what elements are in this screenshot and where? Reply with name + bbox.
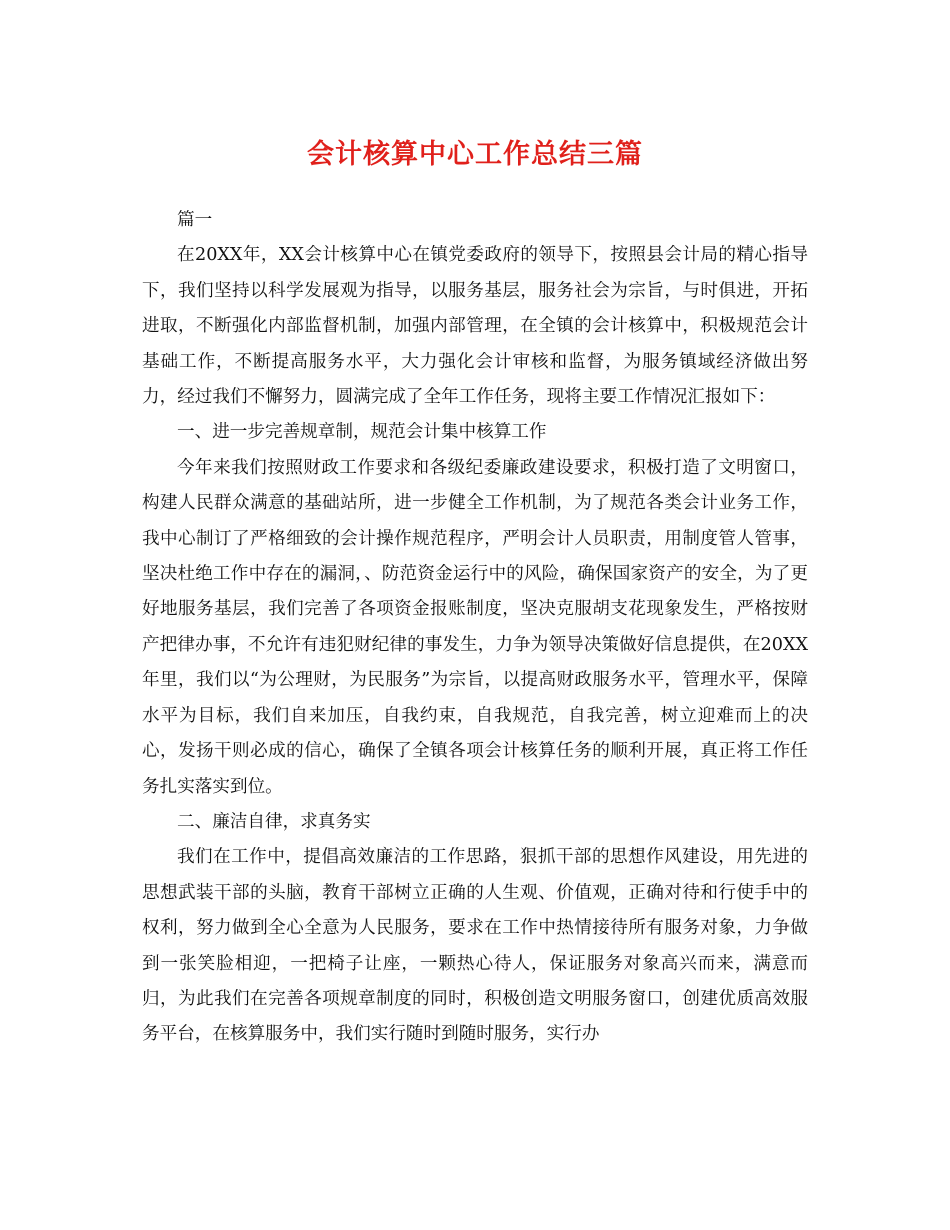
body-paragraph-intro: 在20XX年，XX会计核算中心在镇党委政府的领导下，按照县会计局的精心指导下，我们坚持以科学发展观为指导，以服务基层，服务社会为宗旨，与时俱进，开拓进取，不断强化内部监督机制，加强内部管理，在全镇的会计核算中，积极规范会计基础工作，不断提高服务水平，大力强化会计审核和监督，为服务镇域经济做出努力，经过我们不懈努力，圆满完成了全年工作任务，现将主要工作情况汇报如下： xyxy=(142,245,808,408)
section-heading-one: 一、进一步完善规章制，规范会计集中核算工作 xyxy=(177,422,547,443)
document-body xyxy=(142,203,808,1053)
document-title: 会计核算中心工作总结三篇 xyxy=(307,139,643,170)
section-heading-two: 二、廉洁自律，求真务实 xyxy=(177,811,371,832)
body-paragraph-integrity: 我们在工作中，提倡高效廉洁的工作思路，狠抓干部的思想作风建设，用先进的思想武装干部的头脑，教育干部树立正确的人生观、价值观，正确对待和行使手中的权利，努力做到全心全意为人民服务，要求在工作中热情接待所有服务对象，力争做到一张笑脸相迎，一把椅子让座，一颗热心待人，保证服务对象高兴而来，满意而归，为此我们在完善各项规章制度的同时，积极创造文明服务窗口，创建优质高效服务平台，在核算服务中，我们实行随时到随时服务，实行办 xyxy=(142,847,808,1045)
section-label-part-one: 篇一 xyxy=(177,210,213,230)
body-paragraph-regulations: 今年来我们按照财政工作要求和各级纪委廉政建设要求，积极打造了文明窗口，构建人民群众满意的基础站所，进一步健全工作机制，为了规范各类会计业务工作，我中心制订了严格细致的会计操作规范程序，严明会计人员职责，用制度管人管事，坚决杜绝工作中存在的漏洞，、防范资金运行中的风险，确保国家资产的安全，为了更好地服务基层，我们完善了各项资金报账制度，坚决克服胡支花现象发生，严格按财产把律办事，不允许有违犯财纪律的事发生，力争为领导决策做好信息提供，在20XX年里，我们以“为公理财，为民服务”为宗旨，以提高财政服务水平，管理水平，保障水平为目标，我们自来加压，自我约束，自我规范，自我完善，树立迎难而上的决心，发扬干则必成的信心，确保了全镇各项会计核算任务的顺利开展，真正将工作任务扎实落实到位。 xyxy=(142,457,808,797)
